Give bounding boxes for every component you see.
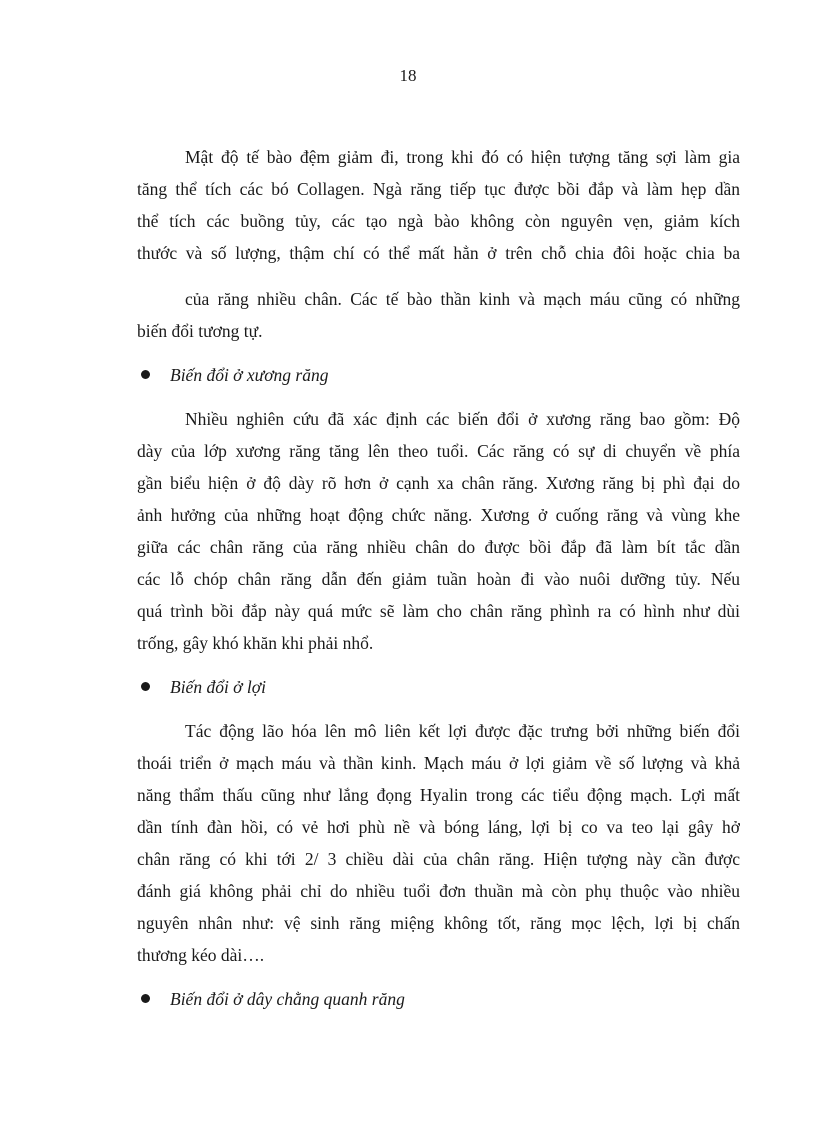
text-line: Nhiều nghiên cứu đã xác định các biến đổi ở xương răng bao gồm: Độ: [185, 409, 740, 429]
text-line: quá trình bồi đắp này quá mức sẽ làm cho chân răng phình ra có hình như dùi: [137, 601, 740, 621]
paragraph-stroma: [137, 141, 740, 269]
text-line: Mật độ tế bào đệm giảm đi, trong khi đó có hiện tượng tăng sợi làm gia: [185, 147, 740, 167]
text-line: thoái triển ở mạch máu và thần kinh. Mạch máu ở lợi giảm về số lượng và khả: [137, 753, 740, 773]
bullet-dot-icon: [141, 370, 150, 379]
text-line: dần tính đàn hồi, có vẻ hơi phù nề và bóng láng, lợi bị co va teo lại gây hở: [137, 817, 740, 837]
bullet-dot-icon: [141, 994, 150, 1003]
bullet-text: Biến đổi ở lợi: [170, 677, 266, 697]
text-line: biến đổi tương tự.: [137, 321, 263, 341]
bullet-dot-icon: [141, 682, 150, 691]
bullet-text: Biến đổi ở dây chằng quanh răng: [170, 989, 405, 1009]
text-line: các lỗ chóp chân răng dẫn đến giảm tuần hoàn đi vào nuôi dưỡng tủy. Nếu: [137, 569, 740, 589]
text-line: chân răng có khi tới 2/ 3 chiều dài của chân răng. Hiện tượng này cần được: [137, 849, 740, 869]
text-line: thước và số lượng, thậm chí có thể mất hẳn ở trên chỗ chia đôi hoặc chia ba: [137, 243, 740, 263]
text-line: đánh giá không phải chỉ do nhiều tuổi đơn thuần mà còn phụ thuộc vào nhiều: [137, 881, 740, 901]
document-body: [137, 141, 740, 1015]
page-number: 18: [399, 66, 417, 85]
text-line: năng thẩm thấu cũng như lắng đọng Hyalin trong các tiểu động mạch. Lợi mất: [137, 785, 740, 805]
text-line: gần biểu hiện ở độ dày rõ hơn ở cạnh xa chân răng. Xương răng bị phì đại do: [137, 473, 740, 493]
text-line: thể tích các buồng tủy, các tạo ngà bào không còn nguyên vẹn, giảm kích: [137, 211, 740, 231]
text-line: của răng nhiều chân. Các tế bào thần kinh và mạch máu cũng có những: [185, 289, 740, 309]
text-line: tăng thể tích các bó Collagen. Ngà răng tiếp tục được bồi đắp và làm hẹp dần: [137, 179, 740, 199]
text-line: nguyên nhân như: vệ sinh răng miệng không tốt, răng mọc lệch, lợi bị chấn: [137, 913, 740, 933]
text-line: Tác động lão hóa lên mô liên kết lợi được đặc trưng bởi những biến đổi: [185, 721, 740, 741]
bullet-text: Biến đổi ở xương răng: [170, 365, 329, 385]
text-line: ảnh hưởng của những hoạt động chức năng. Xương ở cuống răng và vùng khe: [137, 505, 740, 525]
text-line: thương kéo dài….: [137, 945, 265, 965]
bullet-heading-gingiva: [137, 671, 740, 703]
text-line: giữa các chân răng của răng nhiều chân do được bồi đắp đã làm bít tắc dần: [137, 537, 740, 557]
bullet-heading-ligament: [137, 983, 740, 1015]
paragraph-multi-root: [137, 283, 740, 347]
paragraph-cementum: [137, 403, 740, 659]
paragraph-gingiva: [137, 715, 740, 971]
text-line: dày của lớp xương răng tăng lên theo tuổi. Các răng có sự di chuyển về phía: [137, 441, 740, 461]
bullet-heading-cementum: [137, 359, 740, 391]
text-line: trống, gây khó khăn khi phải nhổ.: [137, 633, 374, 653]
